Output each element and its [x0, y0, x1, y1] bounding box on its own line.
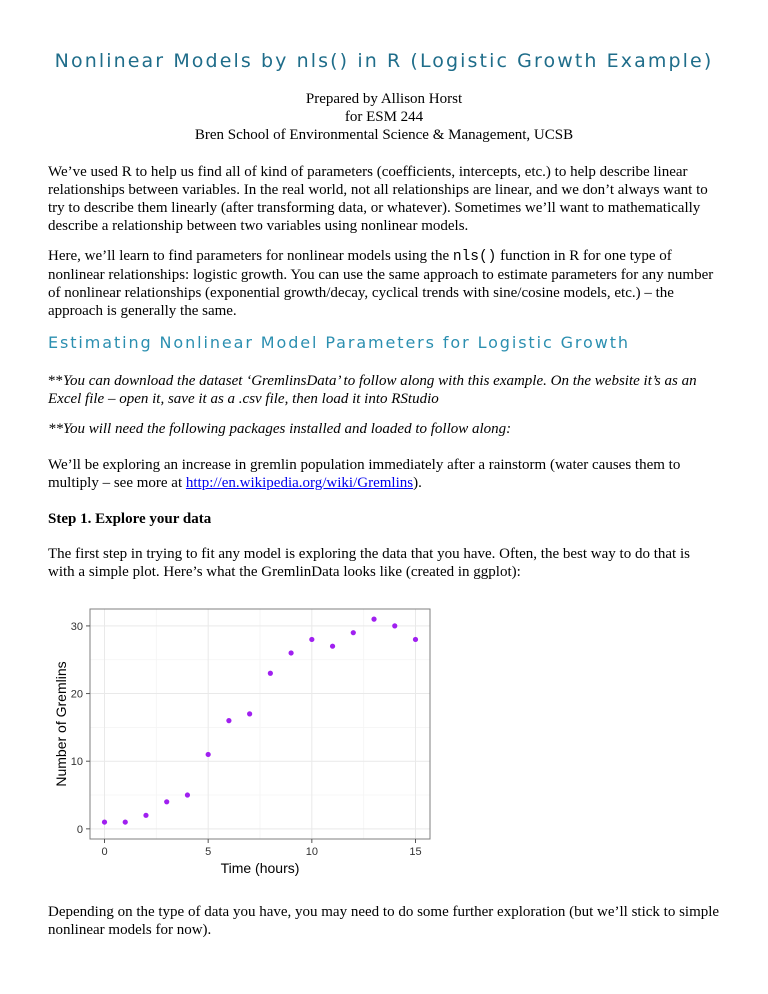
x-tick-label: 5 — [205, 846, 212, 858]
y-axis-label: Number of Gremlins — [53, 661, 69, 787]
data-point — [351, 630, 356, 635]
wikipedia-gremlins-link[interactable]: http://en.wikipedia.org/wiki/Gremlins — [185, 475, 414, 491]
y-tick-label: 30 — [70, 620, 83, 633]
intro-paragraph-1: We’ve used R to help us find all of kind of parameters (coefficients, intercepts, etc.) to help describe linear relationships between variables. In the real world, not all relationships are linear, and we don’t always want to try to describe them linearly (after transforming data, or whatever). Sometimes we’ll want to mathematically describe a relationship between two variables using nonlinear models. — [48, 164, 708, 234]
data-point — [309, 637, 314, 642]
data-point — [288, 650, 293, 655]
step1-paragraph: The first step in trying to fit any model is exploring the data that you have. Often, the best way to do that is with a simple plot. Here’s what the GremlinData looks like (created in ggplot): — [48, 546, 690, 580]
y-tick-label: 10 — [70, 756, 83, 769]
data-point — [123, 819, 128, 824]
y-tick-label: 20 — [70, 688, 83, 701]
section-heading: Estimating Nonlinear Model Parameters for Logistic Growth — [48, 333, 630, 352]
closing-paragraph: Depending on the type of data you have, you may need to do some further exploration (but we’ll stick to simple nonlinear models for now). — [48, 904, 720, 938]
data-point — [413, 637, 418, 642]
dataset-note-text: You can download the dataset ‘GremlinsData’ to follow along with this example. On the website it’s as an Excel file – open it, save it as a .csv file, then load it into RStudio — [48, 373, 697, 407]
x-tick-label: 10 — [305, 846, 318, 858]
x-axis-label: Time (hours) — [220, 860, 300, 876]
data-point — [226, 718, 231, 723]
data-point — [102, 819, 107, 824]
gremlin-paragraph — [48, 456, 720, 492]
data-point — [268, 671, 273, 676]
x-tick-label: 0 — [101, 846, 108, 858]
packages-note-text: **You will need the following packages installed and loaded to follow along: — [48, 421, 512, 437]
dataset-note-prefix: ** — [48, 373, 63, 389]
gremlin-scatter-chart — [48, 600, 448, 890]
data-point — [330, 644, 335, 649]
intro-p2-before: Here, we’ll learn to find parameters for nonlinear models using the — [48, 248, 453, 264]
data-point — [185, 792, 190, 797]
data-point — [206, 752, 211, 757]
data-point — [164, 799, 169, 804]
byline — [48, 90, 720, 144]
byline-institution: Bren School of Environmental Science & Management, UCSB — [194, 127, 574, 143]
y-tick-label: 0 — [76, 823, 83, 836]
data-point — [371, 617, 376, 622]
data-point — [392, 623, 397, 628]
step1-heading: Step 1. Explore your data — [48, 511, 212, 527]
nls-function-code: nls() — [452, 249, 497, 265]
intro-paragraph-2 — [48, 247, 720, 320]
intro-p2-after: function in R for one type of nonlinear relationships: logistic growth. You can use the same approach to estimate parameters for any number of nonlinear relationships (exponential growth/decay, cyclical trends with sine/cosine models, etc.) – the approach is generally the same. — [48, 248, 714, 319]
byline-author: Prepared by Allison Horst — [305, 91, 463, 107]
chart-grid — [90, 609, 430, 839]
packages-note — [48, 420, 720, 438]
gremlin-para-before: We’ll be exploring an increase in gremlin population immediately after a rainstorm (water causes them to multiply – see more at — [48, 457, 681, 491]
dataset-note — [48, 372, 720, 408]
data-point — [143, 813, 148, 818]
data-point — [247, 711, 252, 716]
document-title: Nonlinear Models by nls() in R (Logistic Growth Example) — [54, 50, 714, 72]
x-tick-label: 15 — [409, 846, 422, 858]
byline-course: for ESM 244 — [344, 109, 424, 125]
gremlin-para-after: ). — [413, 475, 422, 491]
